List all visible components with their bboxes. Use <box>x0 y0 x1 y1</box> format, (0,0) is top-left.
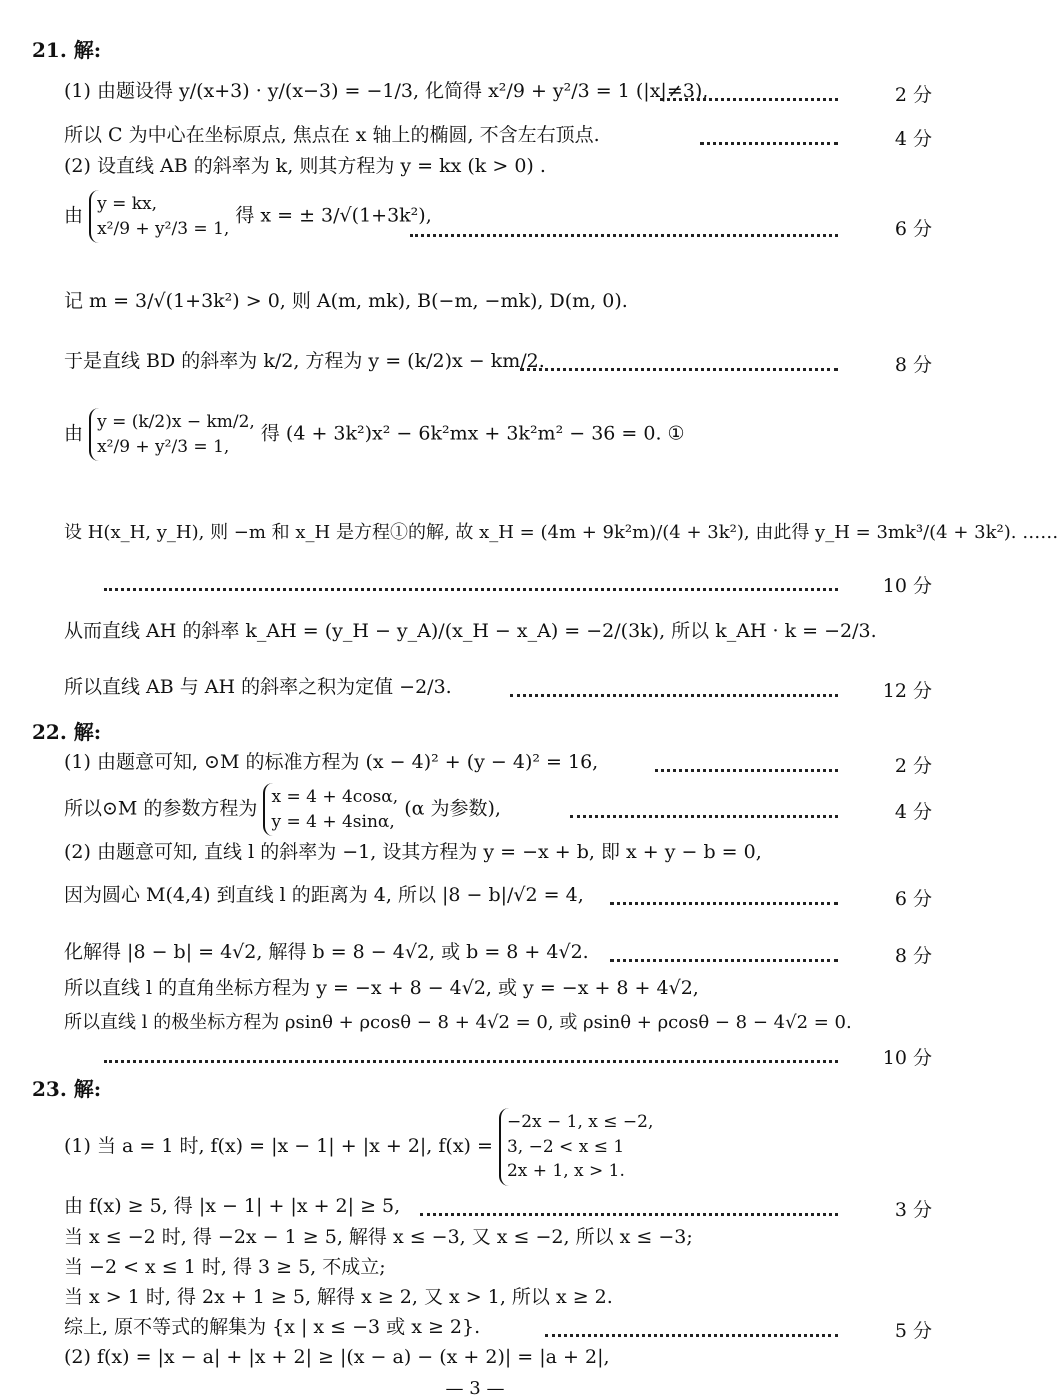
q22-line-5: 化解得 |8 − b| = 4√2, 解得 b = 8 − 4√2, 或 b = 8 + 4√2. <box>64 941 589 963</box>
score-mark: 12 分 <box>882 680 932 702</box>
equation-system <box>89 408 255 461</box>
q21-line-11: 所以直线 AB 与 AH 的斜率之积为定值 −2/3. <box>64 676 452 698</box>
q21-line-2: 所以 C 为中心在坐标原点, 焦点在 x 轴上的椭圆, 不含左右顶点. <box>64 124 600 146</box>
q23-line-5: 当 x > 1 时, 得 2x + 1 ≥ 5, 解得 x ≥ 2, 又 x > 1, 所以 x ≥ 2. <box>64 1286 613 1308</box>
text: 所以⊙M 的参数方程为 <box>64 797 258 820</box>
q22-line-7: 所以直线 l 的极坐标方程为 ρsinθ + ρcosθ − 8 + 4√2 = 0, 或 ρsinθ + ρcosθ − 8 − 4√2 = 0. <box>64 1012 852 1033</box>
text: (1) 当 a = 1 时, f(x) = |x − 1| + |x + 2|, f(x) = <box>64 1134 493 1157</box>
q21-line-8: 设 H(x_H, y_H), 则 −m 和 x_H 是方程①的解, 故 x_H = (4m + 9k²m)/(4 + 3k²), 由此得 y_H = 3mk³/(4 + 3k²). …… <box>64 522 1058 543</box>
text: 得 (4 + 3k²)x² − 6k²mx + 3k²m² − 36 = 0. ① <box>260 422 685 445</box>
q22-line-2 <box>64 783 930 836</box>
q23-line-6: 综上, 原不等式的解集为 {x | x ≤ −3 或 x ≥ 2}. <box>64 1316 481 1338</box>
score-mark: 5 分 <box>894 1320 932 1342</box>
dot-leader <box>545 1334 838 1337</box>
q22-line-1: (1) 由题意可知, ⊙M 的标准方程为 (x − 4)² + (y − 4)² = 16, <box>64 751 599 773</box>
equation-row: x²/9 + y²/3 = 1, <box>97 218 230 239</box>
score-mark: 10 分 <box>882 575 932 597</box>
dot-leader <box>660 98 838 101</box>
dot-leader <box>420 1213 838 1216</box>
score-mark: 10 分 <box>882 1047 932 1069</box>
q21-line-6: 于是直线 BD 的斜率为 k/2, 方程为 y = (k/2)x − km/2. <box>64 350 545 372</box>
score-mark: 4 分 <box>894 801 932 823</box>
q22-line-3: (2) 由题意可知, 直线 l 的斜率为 −1, 设其方程为 y = −x + b, 即 x + y − b = 0, <box>64 841 762 863</box>
equation-row: 3, −2 < x ≤ 1 <box>506 1136 625 1157</box>
q22-line-4: 因为圆心 M(4,4) 到直线 l 的距离为 4, 所以 |8 − b|/√2 = 4, <box>64 884 584 906</box>
q23-header: 23. 解: <box>32 1077 102 1101</box>
q21-line-3: (2) 设直线 AB 的斜率为 k, 则其方程为 y = kx (k > 0) . <box>64 155 546 177</box>
q21-line-10: 从而直线 AH 的斜率 k_AH = (y_H − y_A)/(x_H − x_A) = −2/(3k), 所以 k_AH · k = −2/3. <box>64 620 877 642</box>
q21-line-5: 记 m = 3/√(1+3k²) > 0, 则 A(m, mk), B(−m, −mk), D(m, 0). <box>64 290 628 312</box>
piecewise-function <box>499 1108 653 1186</box>
dot-leader <box>570 815 838 818</box>
dot-leader <box>610 959 838 962</box>
score-mark: 6 分 <box>894 218 932 240</box>
dot-leader <box>655 769 838 772</box>
equation-row: x = 4 + 4cosα, <box>271 787 399 807</box>
equation-row: 2x + 1, x > 1. <box>506 1161 625 1182</box>
q22-line-6: 所以直线 l 的直角坐标方程为 y = −x + 8 − 4√2, 或 y = −x + 8 + 4√2, <box>64 977 699 999</box>
q21-header: 21. 解: <box>32 38 102 62</box>
page-number: — 3 — <box>445 1378 505 1399</box>
equation-system <box>263 783 398 836</box>
equation-row: x²/9 + y²/3 = 1, <box>97 436 230 457</box>
score-mark: 2 分 <box>894 84 932 106</box>
dot-leader <box>104 588 838 591</box>
equation-system <box>89 190 229 243</box>
dot-leader <box>700 142 838 145</box>
dot-leader <box>410 234 838 237</box>
q21-line-1: (1) 由题设得 y/(x+3) · y/(x−3) = −1/3, 化简得 x²/9 + y²/3 = 1 (|x|≠3), <box>64 80 709 102</box>
q23-line-3: 当 x ≤ −2 时, 得 −2x − 1 ≥ 5, 解得 x ≤ −3, 又 x ≤ −2, 所以 x ≤ −3; <box>64 1226 693 1248</box>
equation-row: y = (k/2)x − km/2, <box>97 412 255 432</box>
q22-header: 22. 解: <box>32 720 102 744</box>
text: 由 <box>64 204 84 227</box>
equation-row: −2x − 1, x ≤ −2, <box>506 1112 654 1132</box>
q23-line-1 <box>64 1108 930 1186</box>
text: 由 <box>64 422 84 445</box>
equation-row: y = 4 + 4sinα, <box>271 811 395 832</box>
q21-line-7 <box>64 408 930 461</box>
dot-leader <box>610 902 838 905</box>
dot-leader <box>104 1060 838 1063</box>
q23-line-2: 由 f(x) ≥ 5, 得 |x − 1| + |x + 2| ≥ 5, <box>64 1195 401 1217</box>
dot-leader <box>520 368 838 371</box>
score-mark: 6 分 <box>894 888 932 910</box>
text: (α 为参数), <box>404 797 501 820</box>
score-mark: 8 分 <box>894 945 932 967</box>
score-mark: 3 分 <box>894 1199 932 1221</box>
q23-line-7: (2) f(x) = |x − a| + |x + 2| ≥ |(x − a) − (x + 2)| = |a + 2|, <box>64 1346 610 1368</box>
q23-line-4: 当 −2 < x ≤ 1 时, 得 3 ≥ 5, 不成立; <box>64 1256 386 1278</box>
score-mark: 4 分 <box>894 128 932 150</box>
dot-leader <box>510 694 838 697</box>
score-mark: 8 分 <box>894 354 932 376</box>
text: 得 x = ± 3/√(1+3k²), <box>235 204 432 227</box>
score-mark: 2 分 <box>894 755 932 777</box>
equation-row: y = kx, <box>97 194 158 214</box>
